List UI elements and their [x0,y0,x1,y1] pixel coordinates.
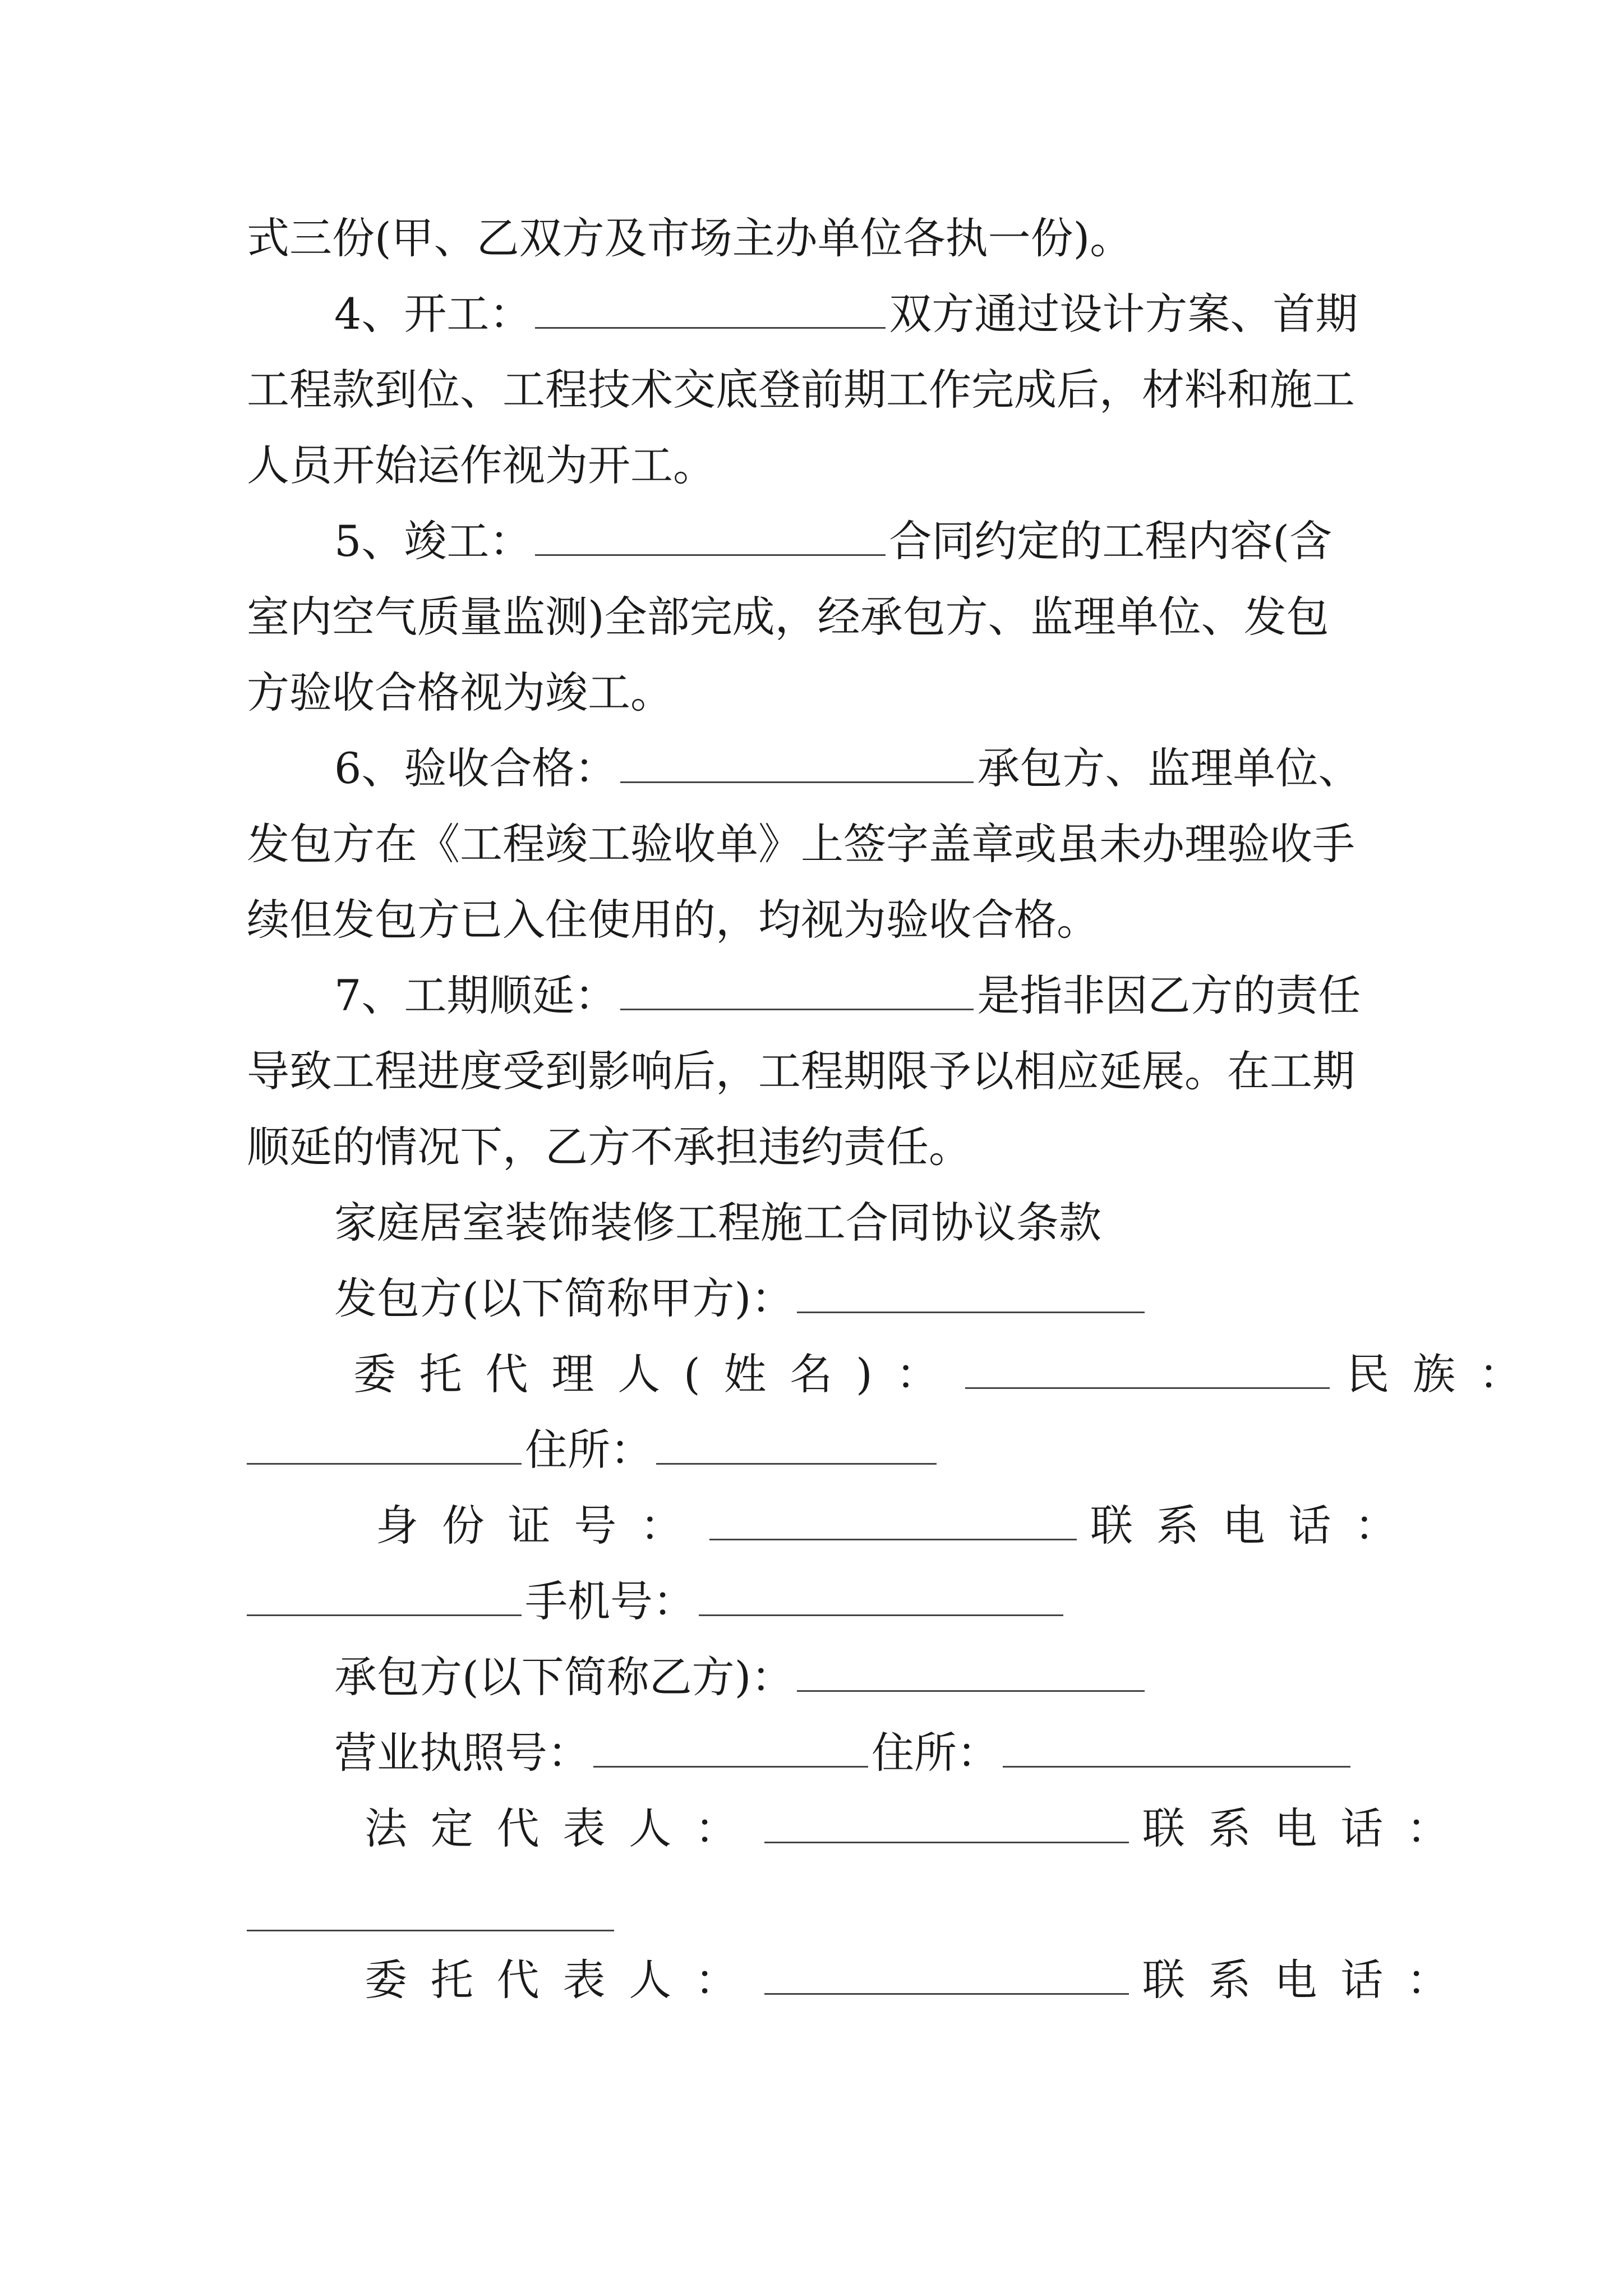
legal-rep-line [365,1801,1473,1857]
address-line [247,1422,940,1478]
text: 续但发包方已入住使用的，均视为验收合格。 [247,895,1099,945]
paragraph-line [247,210,1132,266]
field-label: 联系电话： [1090,1501,1421,1550]
field-label: 民族： [1347,1349,1545,1399]
agent-line [353,1346,1545,1402]
text: 发包方在《工程竣工验收单》上签字盖章或虽未办理验收手 [247,819,1355,869]
blank-field[interactable] [620,747,974,783]
clause-5-line-2 [247,589,1329,645]
clause-6-line-1 [334,740,1361,797]
field-label: 住所： [872,1728,999,1778]
license-field[interactable] [593,1731,868,1768]
field-label: 委托代理人(姓名)： [353,1349,962,1399]
party-b-line [334,1649,1148,1705]
entrusted-rep-line [365,1952,1473,2008]
clause-label: 6、验收合格： [334,743,617,793]
clause-7-line-3 [247,1119,971,1175]
text: 人员开始运作视为开工。 [247,440,716,490]
party-a-line [334,1271,1148,1327]
text: 合同约定的工程内容(含 [889,516,1332,566]
text: 方验收合格视为竣工。 [247,668,673,717]
text: 工程款到位、工程技术交底登前期工作完成后，材料和施工 [247,365,1355,415]
clause-6-line-2 [247,816,1355,872]
field-label: 身份证号： [376,1501,706,1550]
field-label: 发包方(以下简称甲方)： [334,1273,794,1323]
clause-label: 4、开工： [334,289,532,339]
text: 室内空气质量监测)全部完成，经承包方、监理单位、发包 [247,592,1329,642]
address-field[interactable] [656,1428,937,1465]
entrusted-rep-field[interactable] [764,1958,1129,1995]
text: 导致工程进度受到影响后，工程期限予以相应延展。在工期 [247,1046,1355,1096]
clause-6-line-3 [247,892,1099,948]
field-label: 住所： [525,1425,653,1475]
blank-field[interactable] [535,292,886,329]
text: 承包方、监理单位、 [977,743,1361,793]
phone-field[interactable] [247,1580,522,1616]
field-label: 法定代表人： [365,1803,761,1853]
field-label: 联系电话： [1142,1803,1473,1853]
clause-label: 5、竣工： [334,516,532,566]
clause-label: 7、工期顺延： [334,970,617,1020]
clause-7-line-2 [247,1043,1355,1099]
field-label: 委托代表人： [365,1955,761,2005]
heading-text: 家庭居室装饰装修工程施工合同协议条款 [334,1198,1101,1248]
text: 是指非因乙方的责任 [977,970,1361,1020]
text: 顺延的情况下，乙方不承担违约责任。 [247,1122,971,1172]
party-a-field[interactable] [797,1277,1145,1313]
address-field[interactable] [1003,1731,1350,1768]
mobile-field[interactable] [699,1580,1063,1616]
id-line [376,1498,1421,1554]
mobile-line [247,1573,1067,1630]
clause-5-line-1 [334,513,1332,569]
clause-4-line-2 [247,362,1355,418]
field-label: 营业执照号： [334,1728,590,1778]
clause-5-line-3 [247,665,673,721]
id-number-field[interactable] [709,1504,1077,1540]
field-label: 联系电话： [1142,1955,1473,2005]
ethnic-field[interactable] [247,1428,522,1465]
clause-7-line-1 [334,968,1361,1024]
blank-field[interactable] [620,974,974,1010]
text: 式三份(甲、乙双方及市场主办单位各执一份)。 [247,213,1133,263]
clause-4-line-3 [247,438,716,494]
clause-4-line-1 [334,286,1358,342]
agent-name-field[interactable] [965,1352,1330,1389]
party-b-field[interactable] [797,1655,1145,1692]
phone-blank-line[interactable] [247,1930,614,1931]
field-label: 手机号： [525,1576,695,1626]
legal-rep-field[interactable] [764,1807,1129,1843]
blank-field[interactable] [535,519,886,556]
text: 双方通过设计方案、首期 [889,289,1358,339]
field-label: 承包方(以下简称乙方)： [334,1652,794,1702]
section-heading [334,1195,1101,1251]
license-line [334,1725,1354,1781]
